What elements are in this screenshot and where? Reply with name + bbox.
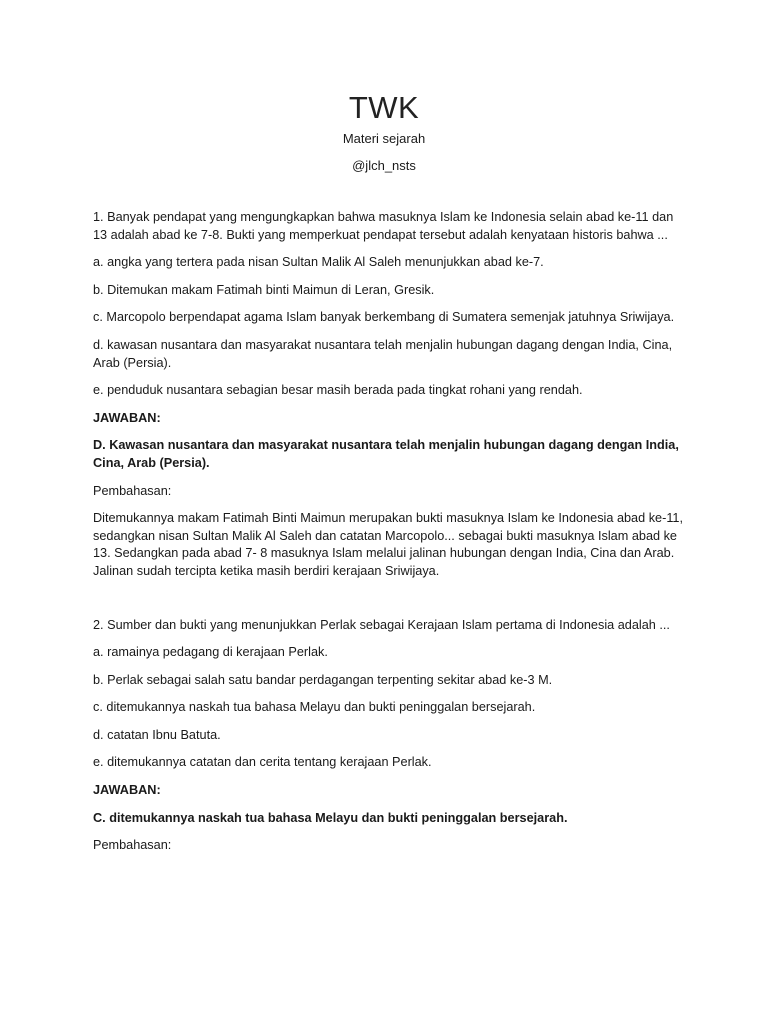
- option-b: b. Perlak sebagai salah satu bandar perdagangan terpenting sekitar abad ke-3 M.: [93, 672, 553, 687]
- option-c: c. ditemukannya naskah tua bahasa Melayu dan bukti peninggalan bersejarah.: [93, 700, 536, 715]
- document-title: TWK: [348, 90, 420, 125]
- question-text: 1. Banyak pendapat yang mengungkapkan bahwa masuknya Islam ke Indonesia selain abad ke-11 dan 13 adalah abad ke 7-8. Bukti yang memperkuat pendapat tersebut adalah kenyataan historis bahwa ...: [93, 210, 674, 242]
- question-1: [93, 209, 683, 581]
- option-c: c. Marcopolo berpendapat agama Islam banyak berkembang di Sumatera semenjak jatuhnya Sriwijaya.: [93, 310, 675, 325]
- explanation-label: Pembahasan:: [93, 838, 172, 853]
- option-b: b. Ditemukan makam Fatimah binti Maimun di Leran, Gresik.: [93, 282, 435, 297]
- option-a: a. ramainya pedagang di kerajaan Perlak.: [93, 645, 328, 660]
- option-e: e. penduduk nusantara sebagian besar masih berada pada tingkat rohani yang rendah.: [93, 383, 583, 398]
- document-author: @jlch_nsts: [352, 158, 416, 173]
- question-text: 2. Sumber dan bukti yang menunjukkan Perlak sebagai Kerajaan Islam pertama di Indonesia adalah ...: [93, 617, 670, 632]
- document-header: [0, 88, 768, 174]
- answer-label: JAWABAN:: [93, 410, 161, 425]
- question-2: [93, 617, 683, 855]
- answer-label: JAWABAN:: [93, 783, 161, 798]
- document-body: [93, 209, 683, 865]
- option-d: d. catatan Ibnu Batuta.: [93, 727, 221, 742]
- answer-text: D. Kawasan nusantara dan masyarakat nusantara telah menjalin hubungan dagang dengan India, Cina, Arab (Persia).: [93, 438, 679, 470]
- document-subtitle: Materi sejarah: [342, 131, 426, 146]
- explanation-text: Ditemukannya makam Fatimah Binti Maimun merupakan bukti masuknya Islam ke Indonesia abad ke-11, sedangkan nisan Sultan Malik Al Saleh dan catatan Marcopolo... sebagai bukti masuknya Islam abad ke 13. Sedangkan pada abad 7- 8 masuknya Islam melalui jalinan hubungan dengan India, Cina dan Arab. Jalinan sudah tercipta ketika masih berdiri kerajaan Sriwijaya.: [93, 511, 684, 578]
- section-spacer: [93, 591, 683, 617]
- option-a: a. angka yang tertera pada nisan Sultan Malik Al Saleh menunjukkan abad ke-7.: [93, 255, 544, 270]
- explanation-label: Pembahasan:: [93, 483, 172, 498]
- option-d: d. kawasan nusantara dan masyarakat nusantara telah menjalin hubungan dagang dengan India, Cina, Arab (Persia).: [93, 337, 673, 370]
- option-e: e. ditemukannya catatan dan cerita tentang kerajaan Perlak.: [93, 755, 432, 770]
- answer-text: C. ditemukannya naskah tua bahasa Melayu dan bukti peninggalan bersejarah.: [93, 810, 568, 825]
